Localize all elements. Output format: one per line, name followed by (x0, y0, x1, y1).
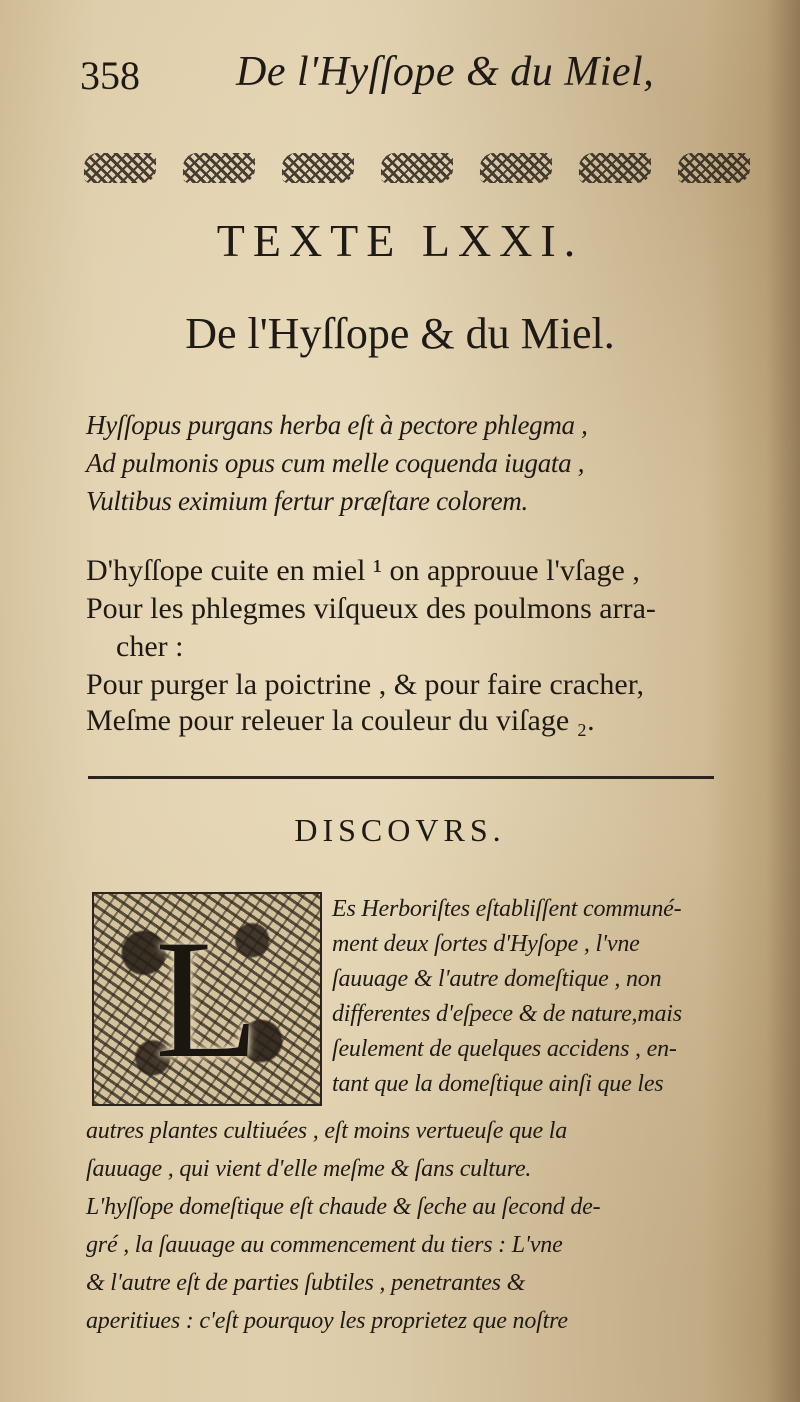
latin-verse-line: Ad pulmonis opus cum melle coquenda iugata , (86, 448, 585, 478)
body-text-line: ſauuage , qui vient d'elle meſme & ſans culture. (86, 1156, 532, 1182)
page-number: 358 (80, 53, 140, 98)
body-text-line: & l'autre eſt de parties ſubtiles , penetrantes & (86, 1270, 526, 1296)
body-text-line: differentes d'eſpece & de nature,mais (332, 1001, 682, 1027)
ornament-fleuron (84, 153, 156, 183)
body-text-line: L'hyſſope domeſtique eſt chaude & ſeche au ſecond de- (86, 1194, 601, 1220)
discours-title: DISCOVRS. (294, 812, 506, 848)
section-title: TEXTE LXXI. (216, 215, 584, 266)
body-text-line: tant que la domeſtique ainſi que les (332, 1071, 664, 1097)
body-text-line: ſeulement de quelques accidens , en- (332, 1036, 677, 1062)
running-head: De l'Hyſſope & du Miel, (236, 49, 655, 95)
body-text-line: Es Herboriſtes eſtabliſſent communé- (332, 896, 682, 922)
french-verse-line: D'hyſſope cuite en miel ¹ on approuue l'vſage , (86, 554, 640, 587)
latin-verse-line: Vultibus eximium fertur præſtare colorem. (86, 486, 528, 516)
decorated-initial (92, 892, 322, 1106)
ornament-fleuron (381, 153, 453, 183)
ornament-fleuron (678, 153, 750, 183)
body-text-line: ment deux ſortes d'Hyſope , l'vne (332, 931, 640, 957)
ornament-fleuron (282, 153, 354, 183)
body-text-line: ſauuage & l'autre domeſtique , non (332, 966, 662, 992)
page-edge-shadow (766, 0, 800, 1402)
initial-letter: L (155, 904, 259, 1093)
section-divider (88, 776, 714, 779)
french-verse-line: Pour purger la poictrine , & pour faire cracher, (86, 668, 645, 701)
body-text-line: aperitiues : c'eſt pourquoy les proprietez que noſtre (86, 1308, 568, 1334)
french-verse-line: Meſme pour releuer la couleur du viſage ₂. (86, 704, 595, 737)
latin-verse-line: Hyſſopus purgans herba eſt à pectore phlegma , (86, 410, 588, 440)
french-verse-line: Pour les phlegmes viſqueux des poulmons arra- (86, 592, 656, 625)
headpiece-ornament (84, 148, 750, 188)
body-text-line: autres plantes cultiuées , eſt moins vertueuſe que la (86, 1118, 568, 1144)
body-text-line: gré , la ſauuage au commencement du tiers : L'vne (86, 1232, 563, 1258)
ornament-fleuron (579, 153, 651, 183)
french-verse-line: cher : (116, 630, 184, 663)
ornament-fleuron (480, 153, 552, 183)
section-subtitle: De l'Hyſſope & du Miel. (185, 309, 615, 358)
ornament-fleuron (183, 153, 255, 183)
